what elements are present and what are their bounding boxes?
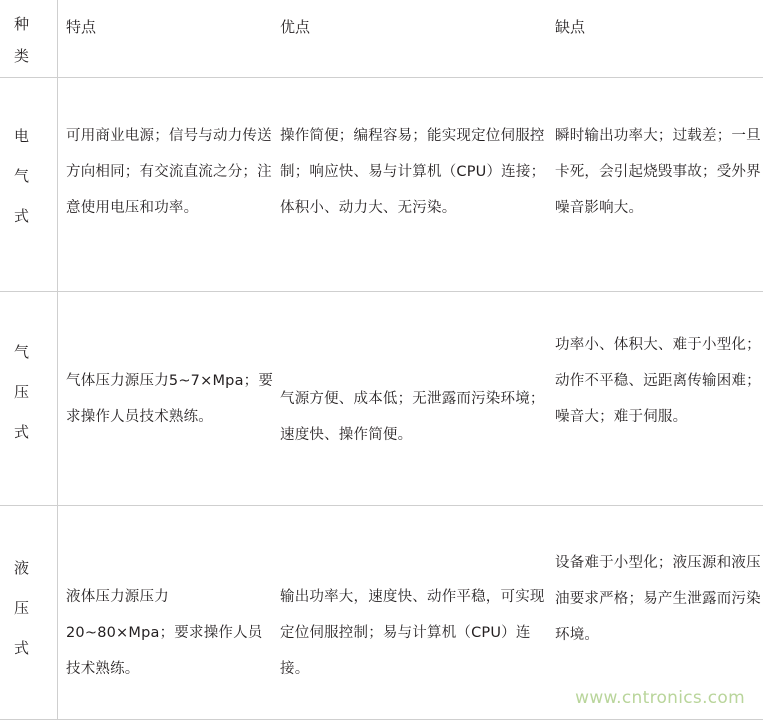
row-kind-char-3: 式: [14, 207, 30, 225]
table-row: [0, 292, 763, 506]
header-pros-label: 优点: [280, 18, 311, 36]
row-cons-text: 设备难于小型化；液压源和液压油要求严格；易产生泄露而污染环境。: [555, 555, 761, 643]
row-feature-text: 气体压力源压力5~7×Mpa；要求操作人员技术熟练。: [66, 373, 274, 425]
table-row: [0, 78, 763, 292]
row-kind-label: [14, 116, 57, 236]
row-kind-cell: [0, 78, 58, 291]
row-kind-label: [14, 332, 57, 452]
row-feature-text: 液体压力源压力20~80×Mpa；要求操作人员技术熟练。: [66, 589, 263, 677]
row-feature-cell: [58, 292, 276, 505]
header-cell-kind: [0, 0, 58, 77]
row-kind-char-1: 液: [14, 559, 30, 577]
watermark-text: www.cntronics.com: [575, 688, 745, 708]
header-feature-label: 特点: [66, 18, 97, 36]
header-kind-label: [14, 8, 57, 72]
row-kind-cell: [0, 292, 58, 505]
row-kind-char-2: 压: [14, 599, 30, 617]
header-cell-cons: [551, 0, 762, 77]
row-feature-cell: [58, 78, 276, 291]
header-kind-char-1: 种: [14, 15, 30, 33]
row-cons-cell: [551, 506, 762, 719]
row-pros-text: 气源方便、成本低；无泄露而污染环境；速度快、操作简便。: [280, 391, 545, 443]
row-kind-char-3: 式: [14, 423, 30, 441]
row-feature-cell: [58, 506, 276, 719]
table-header-row: [0, 0, 763, 78]
row-pros-cell: [276, 506, 551, 719]
row-cons-text: 功率小、体积大、难于小型化；动作不平稳、远距离传输困难；噪音大；难于伺服。: [555, 337, 761, 425]
row-pros-cell: [276, 292, 551, 505]
row-kind-char-3: 式: [14, 639, 30, 657]
row-pros-text: 输出功率大，速度快、动作平稳，可实现定位伺服控制；易与计算机（CPU）连接。: [280, 589, 545, 677]
header-cell-pros: [276, 0, 551, 77]
row-cons-cell: [551, 292, 762, 505]
header-kind-char-2: 类: [14, 47, 30, 65]
row-kind-char-1: 气: [14, 343, 30, 361]
header-cell-feature: [58, 0, 276, 77]
header-cons-label: 缺点: [555, 18, 586, 36]
row-kind-char-1: 电: [14, 127, 30, 145]
row-cons-text: 瞬时输出功率大；过载差；一旦卡死，会引起烧毁事故；受外界噪音影响大。: [555, 128, 761, 216]
row-cons-cell: [551, 78, 762, 291]
row-kind-cell: [0, 506, 58, 719]
row-kind-label: [14, 548, 57, 668]
row-kind-char-2: 气: [14, 167, 30, 185]
row-feature-text: 可用商业电源；信号与动力传送方向相同；有交流直流之分；注意使用电压和功率。: [66, 128, 272, 216]
row-kind-char-2: 压: [14, 383, 30, 401]
row-pros-text: 操作简便；编程容易；能实现定位伺服控制；响应快、易与计算机（CPU）连接；体积小、动力大、无污染。: [280, 128, 546, 216]
table-row: [0, 506, 763, 720]
row-pros-cell: [276, 78, 551, 291]
